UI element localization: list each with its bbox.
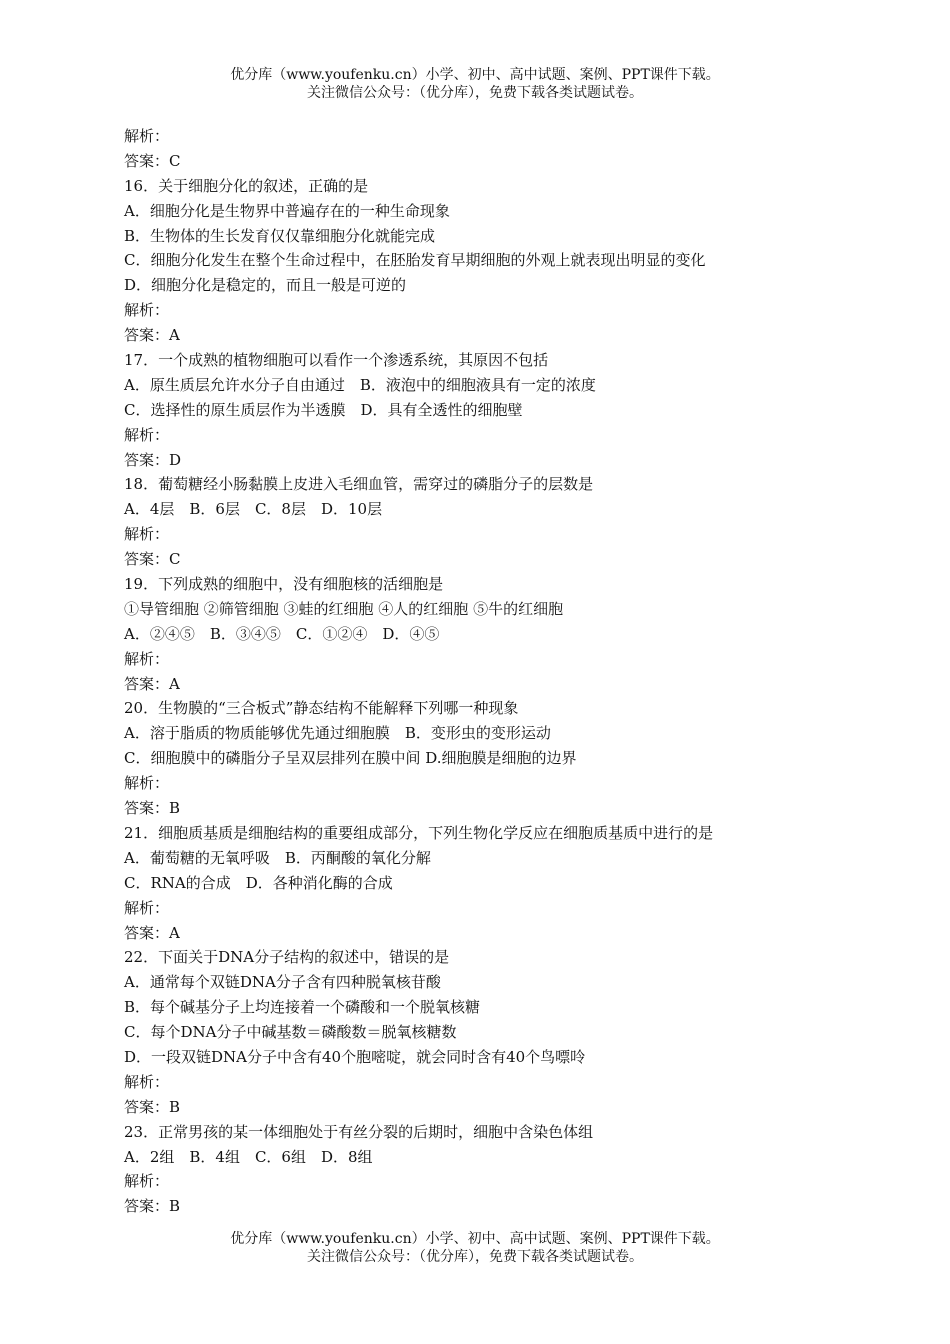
option-line: A．溶于脂质的物质能够优先通过细胞膜 B．变形虫的变形运动	[124, 724, 551, 743]
document-body	[124, 124, 824, 1219]
analysis-label: 解析：	[124, 127, 170, 145]
analysis-label: 解析：	[124, 301, 170, 320]
question-stem: 19．下列成熟的细胞中，没有细胞核的活细胞是	[124, 575, 444, 594]
analysis-label: 解析：	[124, 425, 170, 444]
analysis-label: 解析：	[124, 1072, 170, 1091]
option-line: D．一段双链DNA分子中含有40个胞嘧啶，就会同时含有40个鸟嘌呤	[124, 1047, 586, 1066]
analysis-label: 解析：	[124, 774, 170, 793]
analysis-label: 解析：	[124, 649, 170, 668]
analysis-label: 解析：	[124, 1172, 170, 1191]
answer-line: 答案：A	[124, 326, 180, 345]
option-line: B．每个碱基分子上均连接着一个磷酸和一个脱氧核糖	[124, 998, 481, 1017]
question-stem: 18．葡萄糖经小肠黏膜上皮进入毛细血管，需穿过的磷脂分子的层数是	[124, 475, 594, 494]
option-line: A．②④⑤ B．③④⑤ C．①②④ D．④⑤	[124, 624, 440, 643]
analysis-label: 解析：	[124, 525, 170, 544]
answer-line: 答案：B	[124, 799, 181, 818]
option-line: A．原生质层允许水分子自由通过 B．液泡中的细胞液具有一定的浓度	[124, 375, 596, 394]
option-line: C．选择性的原生质层作为半透膜 D．具有全透性的细胞壁	[124, 400, 523, 419]
question-stem: 22．下面关于DNA分子结构的叙述中，错误的是	[124, 948, 450, 967]
option-line: B．生物体的生长发育仅仅靠细胞分化就能完成	[124, 226, 436, 245]
question-stem: 17．一个成熟的植物细胞可以看作一个渗透系统，其原因不包括	[124, 351, 549, 370]
question-stem: 23．正常男孩的某一体细胞处于有丝分裂的后期时，细胞中含染色体组	[124, 1122, 594, 1141]
header-line-2: 关注微信公众号：（优分库），免费下载各类试题试卷。	[307, 85, 643, 101]
answer-line: 答案：D	[124, 450, 182, 469]
footer-line-1: 优分库（www.youfenku.cn）小学、初中、高中试题、案例、PPT课件下载。	[230, 1231, 720, 1247]
page-footer	[0, 1230, 950, 1266]
question-stem: 21．细胞质基质是细胞结构的重要组成部分，下列生物化学反应在细胞质基质中进行的是	[124, 823, 714, 842]
answer-line: 答案：B	[124, 1197, 181, 1216]
option-line: A．4层 B．6层 C．8层 D．10层	[124, 500, 383, 519]
page-header	[0, 66, 950, 102]
answer-line: 答案：B	[124, 1097, 181, 1116]
question-stem: 16．关于细胞分化的叙述，正确的是	[124, 176, 369, 195]
answer-line: 答案：A	[124, 674, 180, 693]
text-line: ①导管细胞 ②筛管细胞 ③蛙的红细胞 ④人的红细胞 ⑤牛的红细胞	[124, 599, 564, 618]
option-line: A．2组 B．4组 C．6组 D．8组	[124, 1147, 373, 1166]
option-line: C．每个DNA分子中碱基数＝磷酸数＝脱氧核糖数	[124, 1023, 457, 1042]
option-line: C．RNA的合成 D．各种消化酶的合成	[124, 873, 393, 892]
header-line-1: 优分库（www.youfenku.cn）小学、初中、高中试题、案例、PPT课件下载。	[230, 67, 720, 83]
option-line: C．细胞分化发生在整个生命过程中，在胚胎发育早期细胞的外观上就表现出明显的变化	[124, 251, 706, 270]
option-line: A．葡萄糖的无氧呼吸 B．丙酮酸的氧化分解	[124, 848, 431, 867]
option-line: C．细胞膜中的磷脂分子呈双层排列在膜中间 D.细胞膜是细胞的边界	[124, 749, 577, 768]
question-stem: 20．生物膜的“三合板式”静态结构不能解释下列哪一种现象	[124, 699, 519, 718]
answer-line: 答案：C	[124, 550, 181, 569]
option-line: A．通常每个双链DNA分子含有四种脱氧核苷酸	[124, 973, 441, 992]
option-line: A．细胞分化是生物界中普遍存在的一种生命现象	[124, 201, 450, 220]
answer-line: 答案：C	[124, 151, 181, 170]
analysis-label: 解析：	[124, 898, 170, 917]
footer-line-2: 关注微信公众号：（优分库），免费下载各类试题试卷。	[307, 1249, 643, 1265]
answer-line: 答案：A	[124, 923, 180, 942]
option-line: D．细胞分化是稳定的，而且一般是可逆的	[124, 276, 407, 295]
